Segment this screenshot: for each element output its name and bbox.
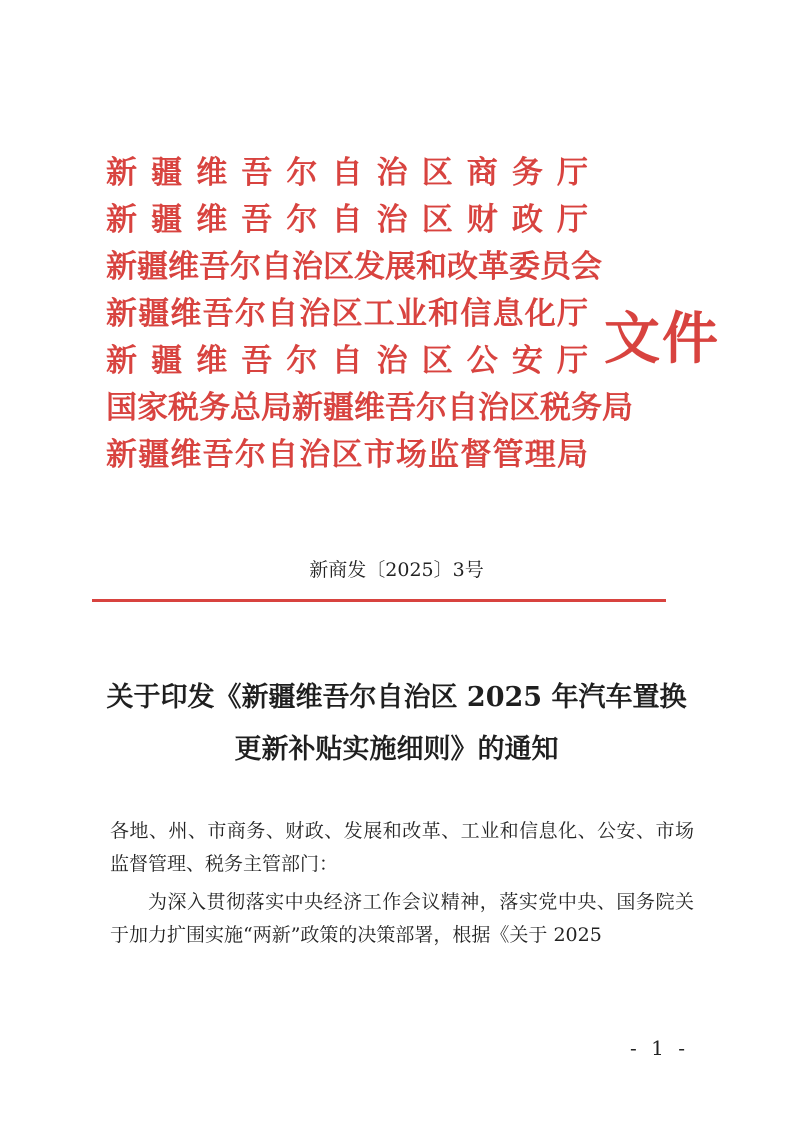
issuer-finance: 新疆维吾尔自治区财政厅 — [106, 202, 588, 238]
issuer-public-security: 新疆维吾尔自治区公安厅 — [106, 343, 588, 379]
document-body — [110, 815, 694, 952]
issuer-development-reform: 新疆维吾尔自治区发展和改革委员会 — [106, 249, 602, 285]
title-line-1: 关于印发《新疆维吾尔自治区 2025 年汽车置换 — [106, 682, 687, 713]
issuer-market-regulation: 新疆维吾尔自治区市场监督管理局 — [106, 437, 588, 473]
issuer-taxation: 国家税务总局新疆维吾尔自治区税务局 — [106, 390, 633, 426]
document-suffix: 文件 — [604, 306, 720, 372]
title-line-2: 更新补贴实施细则》的通知 — [234, 734, 559, 765]
issuing-authorities — [106, 150, 633, 479]
addressees: 各地、州、市商务、财政、发展和改革、工业和信息化、公安、市场监督管理、税务主管部门： — [110, 820, 694, 875]
page-number: - 1 - — [630, 1036, 689, 1060]
document-number: 新商发〔2025〕3号 — [309, 559, 484, 581]
issuer-commerce: 新疆维吾尔自治区商务厅 — [106, 155, 588, 191]
body-paragraph: 为深入贯彻落实中央经济工作会议精神，落实党中央、国务院关于加力扩围实施“两新”政策的决策部署，根据《关于 2025 — [110, 891, 694, 946]
document-title — [60, 672, 733, 776]
issuer-industry-it: 新疆维吾尔自治区工业和信息化厅 — [106, 296, 588, 332]
red-divider-line — [92, 599, 666, 602]
